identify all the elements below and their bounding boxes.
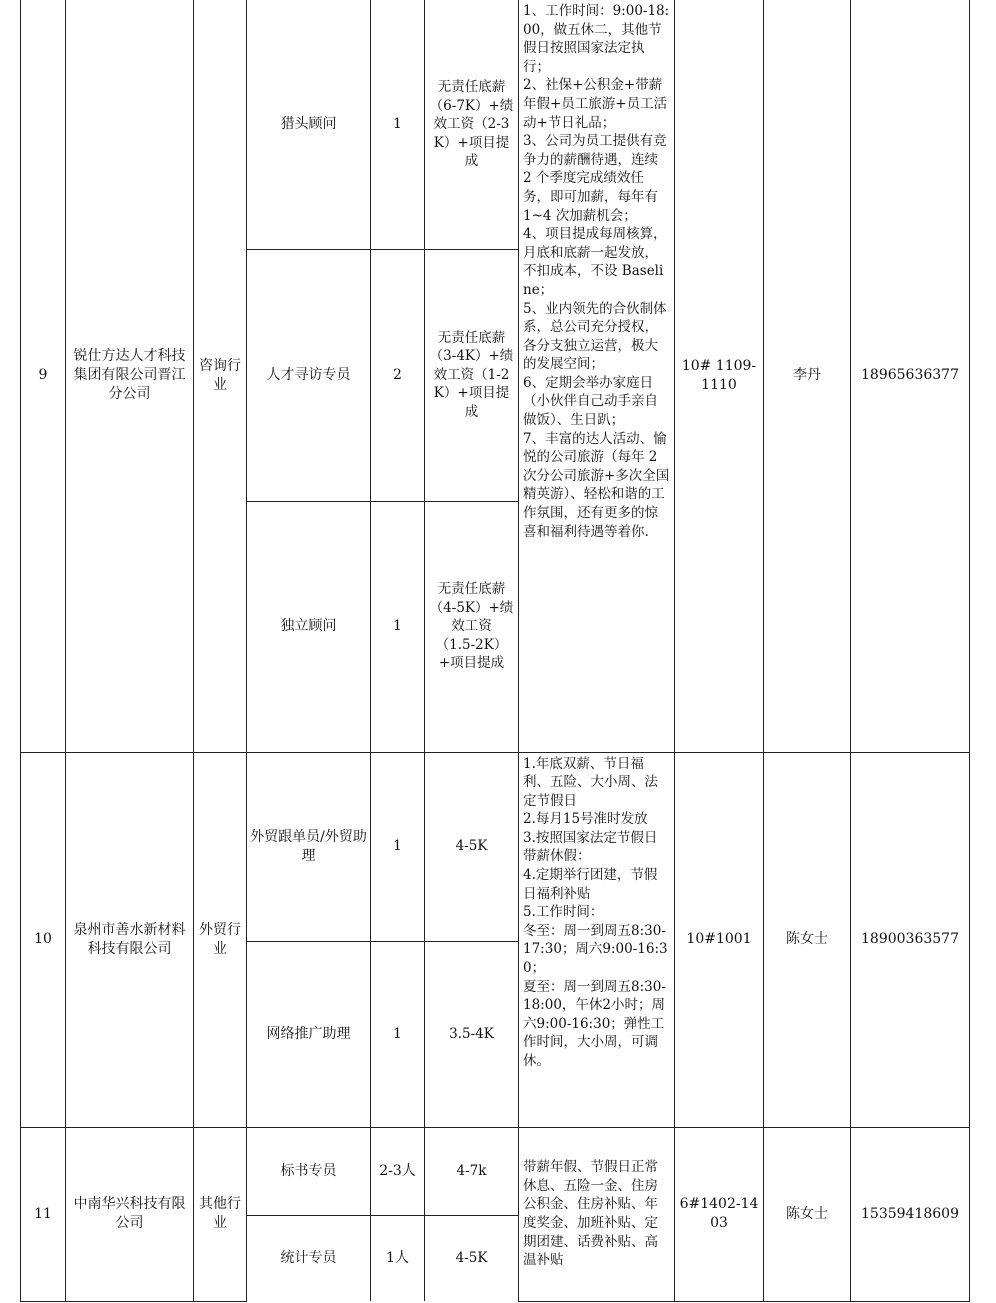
company-name: 锐仕方达人才科技集团有限公司晋江分公司 <box>66 0 194 752</box>
industry: 外贸行业 <box>194 752 247 1127</box>
row-number: 11 <box>21 1127 66 1301</box>
job-count: 1 <box>371 501 425 752</box>
job-salary: 无责任底薪 （6-7K）+绩效工资（2-3K）+项目提成 <box>425 0 519 249</box>
job-count: 1 <box>371 752 425 941</box>
job-salary: 3.5-4K <box>425 941 519 1127</box>
job-salary: 无责任底薪 （3-4K）+绩效工资（1-2K）+项目提成 <box>425 249 519 501</box>
job-count: 1 <box>371 0 425 249</box>
job-title: 外贸跟单员/外贸助理 <box>247 752 371 941</box>
job-title: 统计专员 <box>247 1215 371 1301</box>
table-row <box>21 752 970 941</box>
job-title: 网络推广助理 <box>247 941 371 1127</box>
contact-person: 陈女士 <box>764 1127 851 1301</box>
job-count: 1 <box>371 941 425 1127</box>
phone-number: 18900363577 <box>851 752 970 1127</box>
company-name: 中南华兴科技有限公司 <box>66 1127 194 1301</box>
job-count: 2-3人 <box>371 1127 425 1215</box>
job-title: 猎头顾问 <box>247 0 371 249</box>
phone-number: 18965636377 <box>851 0 970 752</box>
job-title: 独立顾问 <box>247 501 371 752</box>
industry: 其他行业 <box>194 1127 247 1301</box>
job-title: 标书专员 <box>247 1127 371 1215</box>
address: 6#1402-1403 <box>675 1127 764 1301</box>
job-listing-table <box>20 0 970 1302</box>
benefits: 1、工作时间：9:00-18:00，做五休二，其他节假日按照国家法定执行； 2、社保+公积金+带薪年假+员工旅游+员工活动+节日礼品； 3、公司为员工提供有竞争力的薪酬待遇，连续 2 个季度完成绩效任务，即可加薪，每年有 1~4 次加薪机会； 4、项目提成每周核算，月底和底薪一起发放，不扣成本，不设 Baseline； 5、业内领先的合伙制体系，总公司充分授权，各分支独立运营，极大的发展空间； 6、定期会举办家庭日（小伙伴自己动手亲自做饭）、生日趴； 7、丰富的达人活动、愉悦的公司旅游（每年 2 次分公司旅游+多次全国精英游）、轻松和谐的工作氛围，还有更多的惊喜和福利待遇等着你. <box>519 0 675 752</box>
address: 10# 1109-1110 <box>675 0 764 752</box>
table-row <box>21 1127 970 1215</box>
benefits: 1.年底双薪、节日福利、五险、大小周、法定节假日 2.每月15号准时发放 3.按照国家法定节假日带薪休假： 4.定期举行团建，节假日福利补贴 5.工作时间： 冬至：周一到周五8:30-17:30；周六9:00-16:30； 夏至：周一到周五8:30-18:00，午休2小时；周六9:00-16:30；弹性工作时间，大小周，可调休。 <box>519 752 675 1127</box>
phone-number: 15359418609 <box>851 1127 970 1301</box>
company-name: 泉州市善水新材料科技有限公司 <box>66 752 194 1127</box>
job-salary: 4-5K <box>425 1215 519 1301</box>
job-count: 1人 <box>371 1215 425 1301</box>
job-salary: 无责任底薪 （4-5K）+绩效工资 （1.5-2K）+项目提成 <box>425 501 519 752</box>
contact-person: 陈女士 <box>764 752 851 1127</box>
job-count: 2 <box>371 249 425 501</box>
row-number: 9 <box>21 0 66 752</box>
benefits: 带薪年假、节假日正常休息、五险一金、住房公积金、住房补贴、年度奖金、加班补贴、定期团建、话费补贴、高温补贴 <box>519 1127 675 1301</box>
contact-person: 李丹 <box>764 0 851 752</box>
industry: 咨询行业 <box>194 0 247 752</box>
job-title: 人才寻访专员 <box>247 249 371 501</box>
table-row <box>21 0 970 249</box>
job-salary: 4-5K <box>425 752 519 941</box>
job-salary: 4-7k <box>425 1127 519 1215</box>
address: 10#1001 <box>675 752 764 1127</box>
row-number: 10 <box>21 752 66 1127</box>
